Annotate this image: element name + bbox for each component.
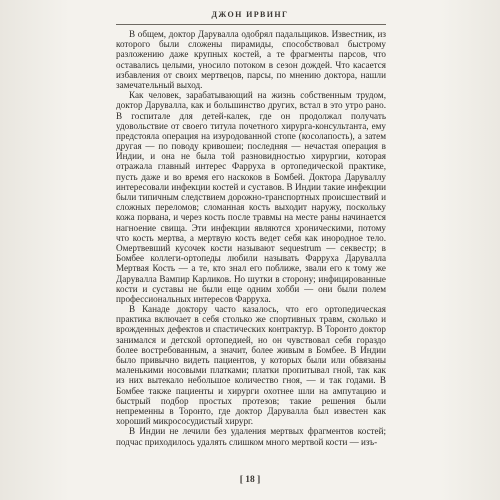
- body-text: [116, 29, 386, 447]
- paragraph: Как человек, зарабатывающий на жизнь собственным трудом, доктор Дарувалла, как и большинство других, встал в это утро рано. В госпитале для детей-калек, где он продолжал получать удовольствие от своего титула почетного хирурга-консультанта, ему предстояла операция на изуродованной стопе (косолапость), а затем другая — по поводу кривошеи; последняя — нечастая операция в Индии, и она не была той разновидностью хирургии, которая отражала главный интерес Фарруха в ортопедической практике, пусть даже и во время его наскоков в Бомбей. Доктора Даруваллу интересовали инфекции костей и суставов. В Индии такие инфекции были типичным следствием дорожно-транспортных происшествий и сложных переломов; сломанная кость выходит наружу, поскольку кожа порвана, и через кость после травмы на месте раны начинается нагноение свища. Эти инфекции являются хроническими, потому что кость мертва, а мертвую кость ведет себя как инородное тело. Омертвевший кусочек кости называют sequestrum — секвестр; в Бомбее коллеги-ортопеды любили называть Фарруха Дарувалла Мертвая Кость — а те, кто знал его поближе, звали его к тому же Дарувалла Вампир Карликов. Но шутки в сторону; инфицированные кости и суставы не были еще одним хобби — они были полем профессиональных интересов Фарруха.: [116, 90, 386, 304]
- header-rule: [116, 24, 386, 25]
- paragraph: В Канаде доктору часто казалось, что его ортопедическая практика включает в себя столько же спортивных травм, сколько и врожденных дефектов и спастических контрактур. В Торонто доктор занимался и детской ортопедией, но он чувствовал себя гораздо более востребованным, а значит, более живым в Бомбее. В Индии было привычно видеть пациентов, у которых были или обвязаны маленькими носовыми платками; платки пропитывал гной, так как из них вытекало небольшое количество гноя, — и так годами. В Бомбее также пациенты и хирурги охотнее шли на ампутацию и быстрый подбор простых протезов; такие решения были непременны в Торонто, где доктор Дарувалла был известен как хороший микрососудистый хирург.: [116, 304, 386, 427]
- paragraph: В Индии не лечили без удаления мертвых фрагментов костей; подчас приходилось удалять слишком много мертвой кости — изъ-: [116, 426, 386, 447]
- paragraph: В общем, доктор Даруваллa одобрял падальщиков. Известник, из которого были сложены пирамиды, способствовал быстрому разложению даже крупных костей, а те фрагменты парсов, что оставались целыми, уносило потоком в сезон дождей. Что касается избавления от своих мертвецов, парсы, по мнению доктора, нашли замечательный выход.: [116, 29, 386, 90]
- running-header: ДЖОН ИРВИНГ: [211, 10, 289, 19]
- page-number: [ 18 ]: [239, 475, 261, 485]
